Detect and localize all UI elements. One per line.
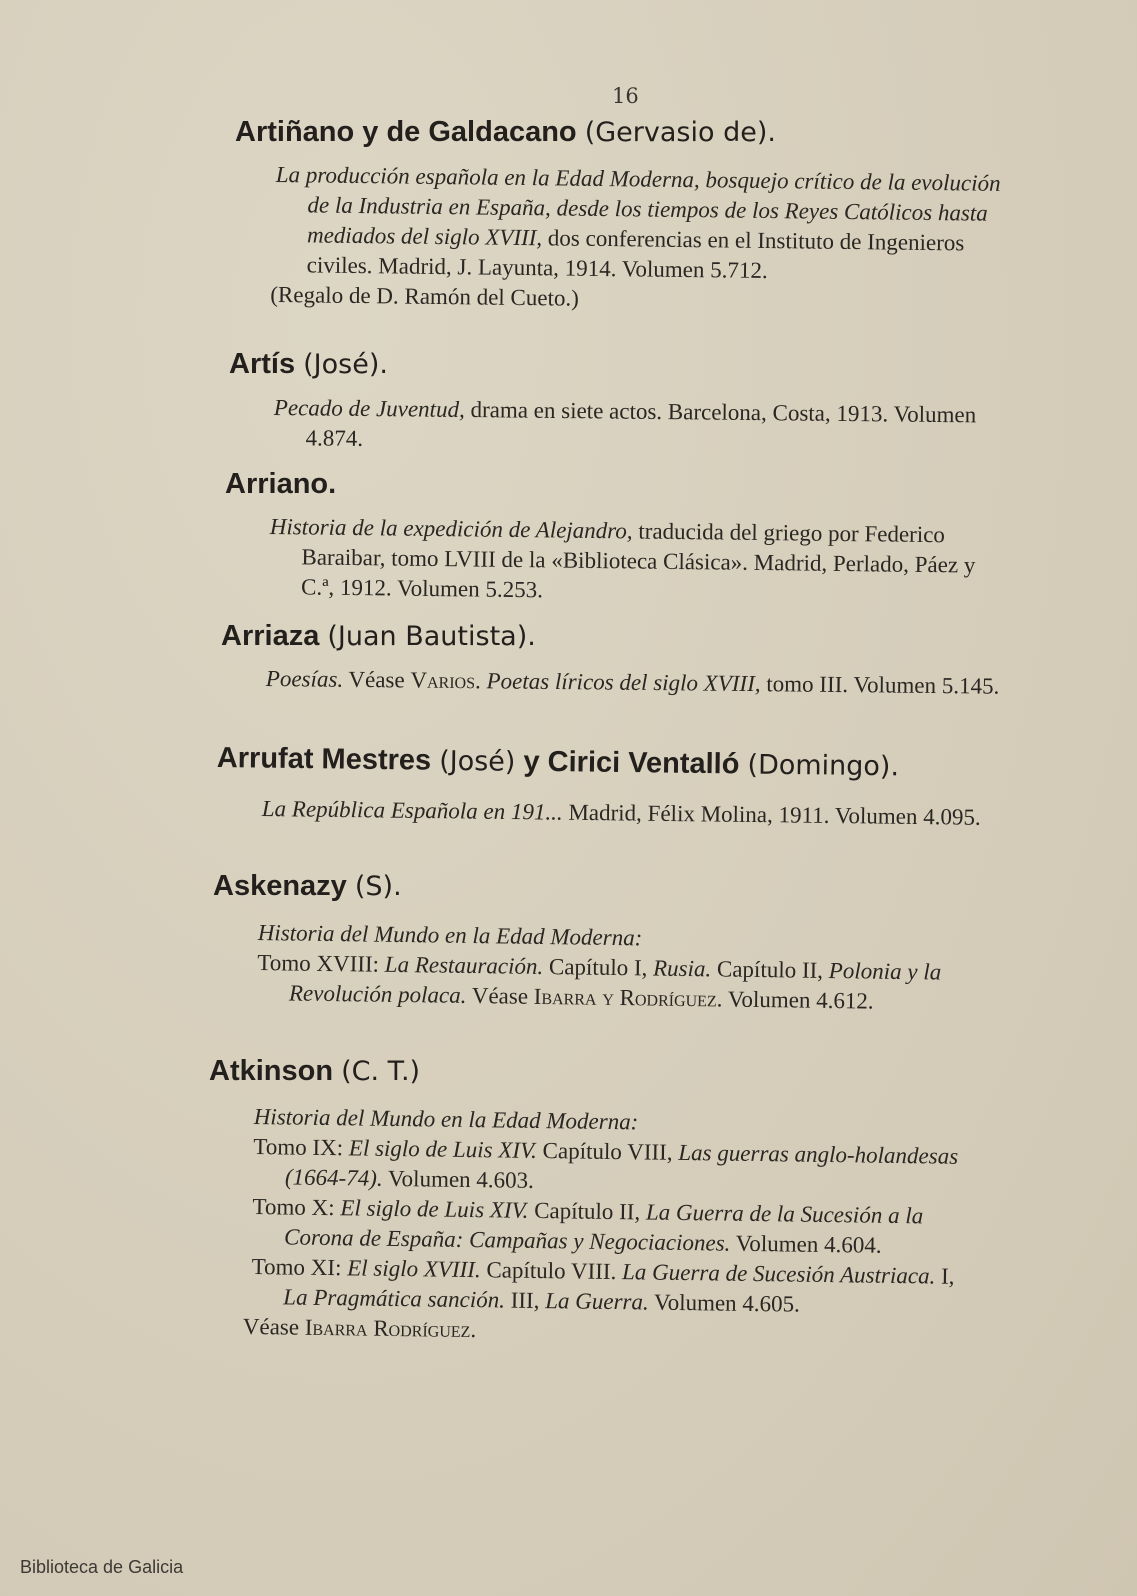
author-name: Artiñano y de Galdacano [235,116,577,148]
entry-heading [221,620,536,653]
see-label: Véase [343,666,411,693]
work-details: traducida del griego por Federico Baraibar, tomo LVIII de la «Biblioteca Clásica». Madrid, Perlado, Páez y C.ª, 1912. Volumen 5.253. [300,518,976,603]
chapter-title: La Pragmática sanción. [283,1284,506,1313]
chapter-text: Capítulo II, [528,1197,647,1225]
volume-label: Tomo XVIII: [257,949,385,977]
series-title: Historia del Mundo en la Edad Moderna: [253,1103,639,1135]
work-details: Volumen 4.603. [382,1165,535,1193]
chapter-text: Capítulo II, [711,956,829,983]
entry-heading [225,468,336,501]
entry-heading [235,116,776,149]
author-name: Atkinson [209,1055,334,1087]
chapter-title: Polonia y la Revolución polaca. [288,957,942,1008]
work-title: El siglo de Luis XIV. [348,1135,538,1163]
volume-label: Tomo IX: [253,1133,350,1161]
entry-heading [217,742,900,783]
work-details: Volumen 4.605. [648,1289,801,1317]
work-details: tomo III. Volumen 5.145. [760,671,1000,699]
entry-body [270,160,1014,319]
library-watermark: Biblioteca de Galicia [20,1557,184,1577]
see-reference: Ibarra Rodríguez. [304,1314,477,1343]
entry-heading [209,1055,420,1088]
chapter-text: I, [935,1263,955,1289]
chapter-text: III, [504,1287,546,1314]
author-given-name: (Juan Bautista). [327,621,536,652]
entry-body [242,1102,984,1352]
chapter-title: La Guerra de la Sucesión a la Corona de España: Campañas y Negociaciones. [283,1199,924,1256]
see-reference: Ibarra y Rodríguez. [533,983,723,1012]
author-name: Arriano. [225,468,337,500]
see-label: Véase [466,982,534,1009]
entry-body [273,393,1009,461]
author-name: Artís [229,348,296,380]
series-title: Historia del Mundo en la Edad Moderna: [257,919,643,951]
work-details: dos conferencias en el Instituto de Ingenieros civiles. Madrid, J. Layunta, 1914. Volumen 5.712. [306,225,965,284]
page-number: 16 [612,84,639,108]
volume-label: Tomo XI: [251,1253,348,1281]
author-name: Arrufat Mestres [216,742,432,777]
author-given-name: (Gervasio de). [584,117,776,148]
work-title: Pecado de Juventud, [273,394,465,422]
work-details: Volumen 4.612. [722,986,874,1014]
work-details: Volumen 4.604. [730,1230,882,1258]
work-title: La producción española en la Edad Moderna, bosquejo crítico de la evolución de la Industria en España, desde los tiempos de los Reyes Católicos hasta mediados del siglo XVIII, [275,161,1001,251]
entry-heading [229,348,388,381]
see-label: Véase [242,1313,305,1340]
chapter-text: Capítulo VIII. [480,1257,623,1285]
work-title: El siglo XVIII. [347,1255,481,1283]
entry-note: (Regalo de D. Ramón del Cueto.) [270,281,580,311]
chapter-title: Rusia. [652,955,712,982]
volume-label: Tomo X: [252,1193,341,1221]
work-details: drama en siete actos. Barcelona, Costa, 1913. Volumen 4.874. [305,396,977,451]
entry-heading [213,870,402,903]
author-name: Arriaza [221,620,320,652]
coauthor-given-name: (Domingo). [747,749,900,783]
see-reference: Varios. [410,667,481,694]
work-title: El siglo de Luis XIV. [340,1195,529,1223]
entry-body [269,512,1006,611]
chapter-text: Capítulo VIII, [536,1137,679,1165]
work-title: Poesías. [265,665,344,692]
chapter-title: La Guerra. [545,1288,649,1315]
work-title: Historia de la expedición de Alejandro, [269,513,633,544]
entry-body [262,794,996,833]
author-name: Askenazy [213,870,347,902]
author-given-name: (José) [438,745,516,778]
chapter-title: La Guerra de Sucesión Austriaca. [621,1259,936,1289]
chapter-title: Las guerras anglo-holandesas (1664-74). [284,1139,959,1191]
work-title: La República Española en 191... [261,795,563,825]
author-given-name: (José). [303,349,388,380]
work-title: La Restauración. [384,951,544,979]
entry-body [257,918,990,1018]
author-given-name: (C. T.) [341,1056,421,1087]
author-given-name: (S). [354,871,402,902]
entry-body [266,664,1000,702]
work-title: Poetas líricos del siglo XVIII, [480,668,761,697]
coauthor-name: y Cirici Ventalló [523,745,740,781]
work-details: Madrid, Félix Molina, 1911. Volumen 4.095. [562,799,981,830]
chapter-text: Capítulo I, [543,953,654,981]
